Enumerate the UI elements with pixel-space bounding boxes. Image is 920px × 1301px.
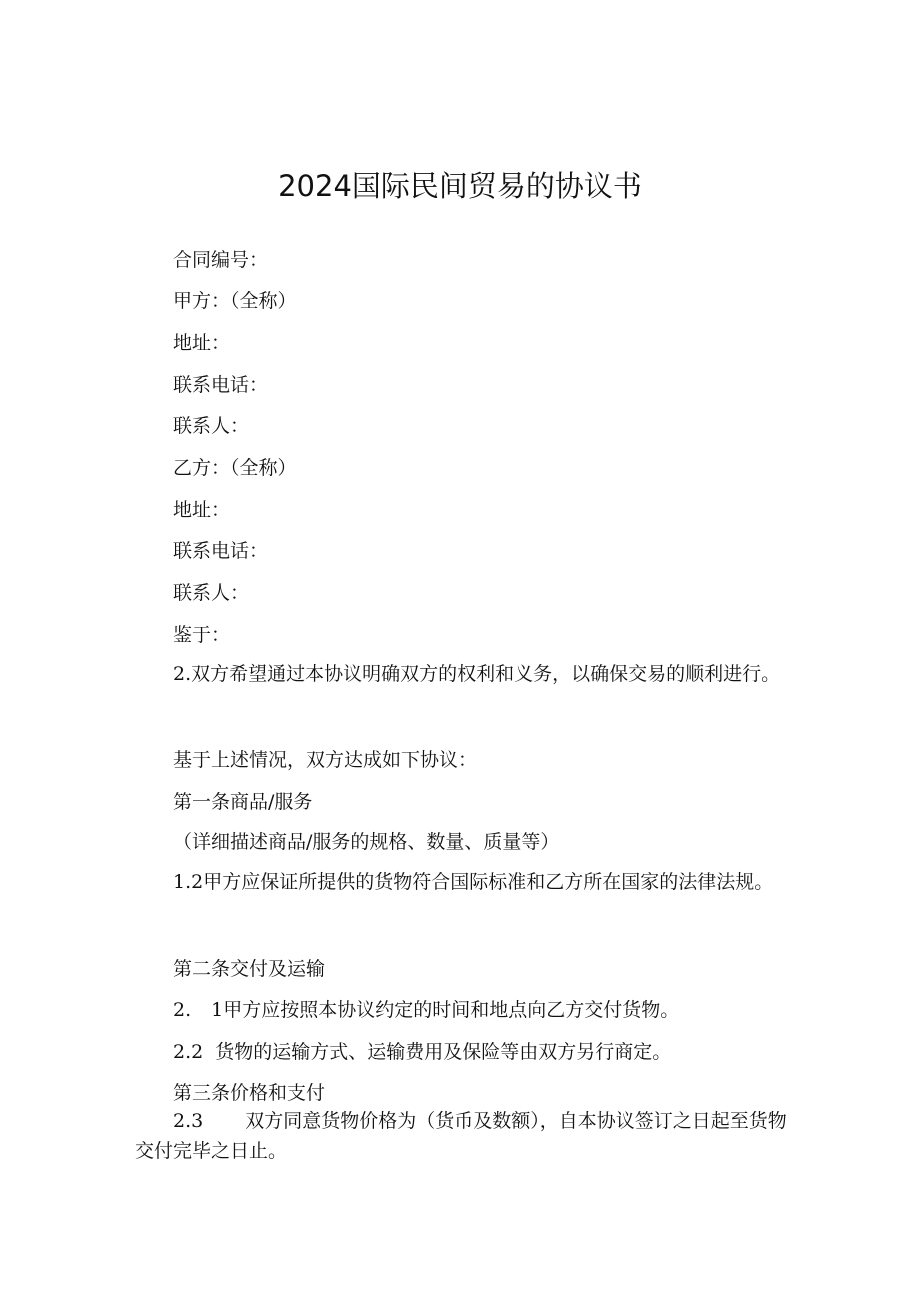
article-2-clause-b [173, 1039, 671, 1065]
clause-number: 2.2 [173, 1041, 204, 1063]
field-party-b-phone: 联系电话： [173, 540, 269, 562]
recital-paragraph: 2.双方希望通过本协议明确双方的权利和义务，以确保交易的顺利进行。 [173, 663, 781, 685]
clause-number: 2. [173, 999, 192, 1021]
field-party-a: 甲方：（全称） [173, 290, 297, 312]
field-party-a-address: 地址： [173, 332, 231, 354]
article-3-clause [135, 1106, 795, 1166]
document-title: 2024国际民间贸易的协议书 [278, 169, 642, 203]
article-2-clause-a [173, 997, 679, 1023]
article-2-heading: 第二条交付及运输 [173, 958, 326, 980]
field-party-b: 乙方：（全称） [173, 457, 297, 479]
field-contract-number: 合同编号： [173, 249, 269, 271]
article-3-heading: 第三条价格和支付 [173, 1082, 326, 1104]
article-1-note: （详细描述商品/服务的规格、数量、质量等） [173, 831, 560, 853]
intro-line: 基于上述情况，双方达成如下协议： [173, 749, 478, 771]
clause-text: 双方同意货物价格为（货币及数额），自本协议签订之日起至货物交付完毕之日止。 [135, 1110, 787, 1162]
field-party-a-contact: 联系人： [173, 415, 250, 437]
field-party-a-phone: 联系电话： [173, 374, 269, 396]
field-party-b-contact: 联系人： [173, 582, 250, 604]
clause-text: 1甲方应按照本协议约定的时间和地点向乙方交付货物。 [211, 999, 680, 1021]
clause-number: 2.3 [173, 1110, 204, 1132]
article-1-heading: 第一条商品/服务 [173, 791, 313, 813]
field-party-b-address: 地址： [173, 499, 231, 521]
clause-text: 货物的运输方式、运输费用及保险等由双方另行商定。 [215, 1041, 672, 1063]
field-whereas: 鉴于： [173, 624, 231, 646]
article-1-clause-1-2: 1.2甲方应保证所提供的货物符合国际标准和乙方所在国家的法律法规。 [173, 871, 774, 893]
